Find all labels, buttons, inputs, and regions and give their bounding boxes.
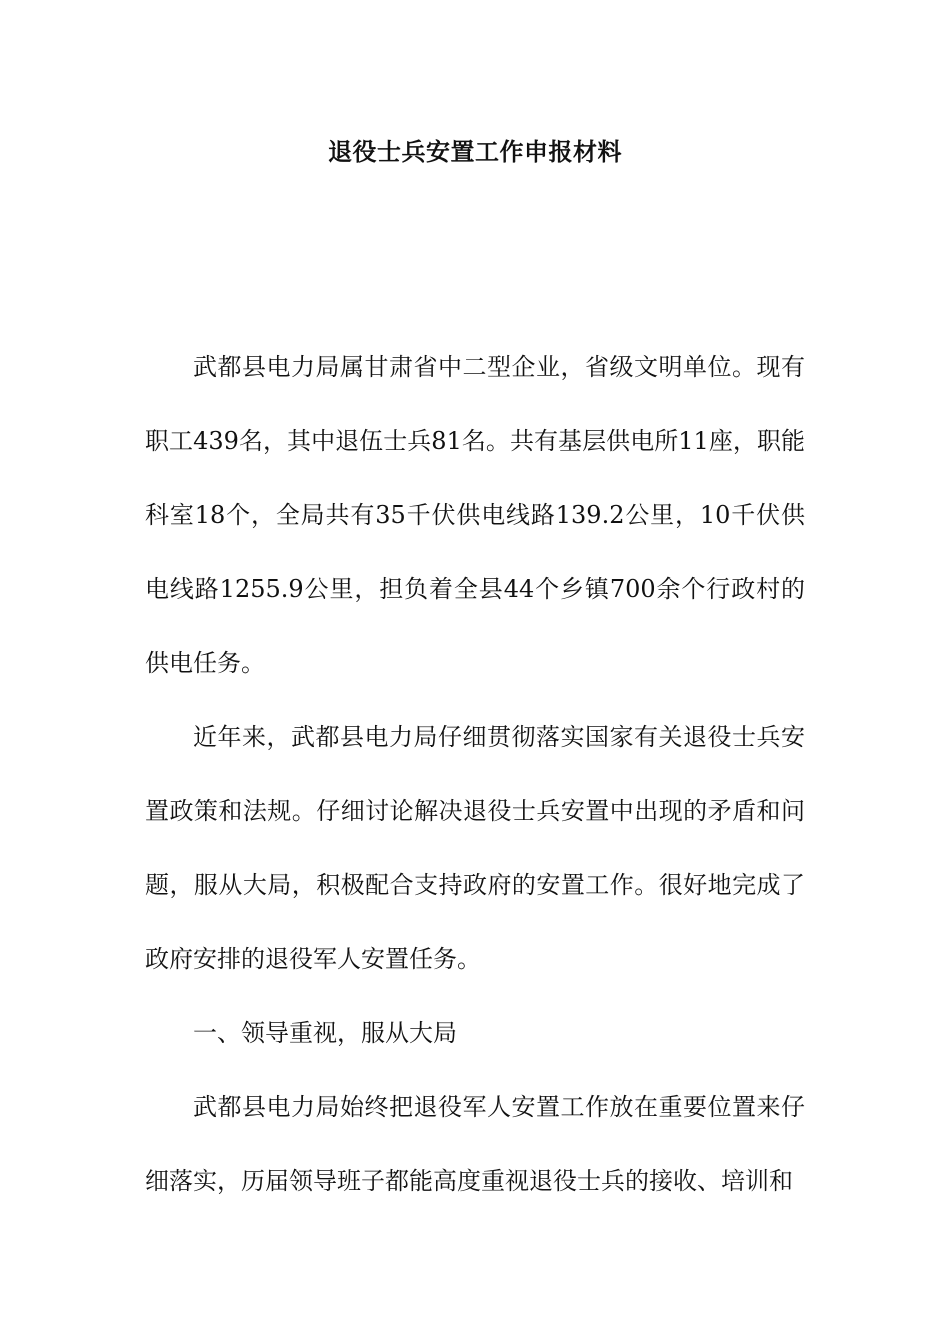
paragraph-company-overview: 武都县电力局属甘肃省中二型企业，省级文明单位。现有职工439名，其中退伍士兵81名。共有基层供电所11座，职能科室18个，全局共有35千伏供电线路139.2公里，10千伏供电线路1255.9公里，担负着全县44个乡镇700余个行政村的供电任务。 xyxy=(145,353,805,677)
document-title: 退役士兵安置工作申报材料 xyxy=(328,137,622,166)
document-body xyxy=(145,330,805,1218)
paragraph-recent-years: 近年来，武都县电力局仔细贯彻落实国家有关退役士兵安置政策和法规。仔细讨论解决退役士兵安置中出现的矛盾和问题，服从大局，积极配合支持政府的安置工作。很好地完成了政府安排的退役军人安置任务。 xyxy=(145,723,805,973)
paragraph-leadership: 武都县电力局始终把退役军人安置工作放在重要位置来仔细落实，历届领导班子都能高度重视退役士兵的接收、培训和 xyxy=(145,1093,805,1195)
section-heading-leadership: 一、领导重视，服从大局 xyxy=(193,1019,457,1047)
